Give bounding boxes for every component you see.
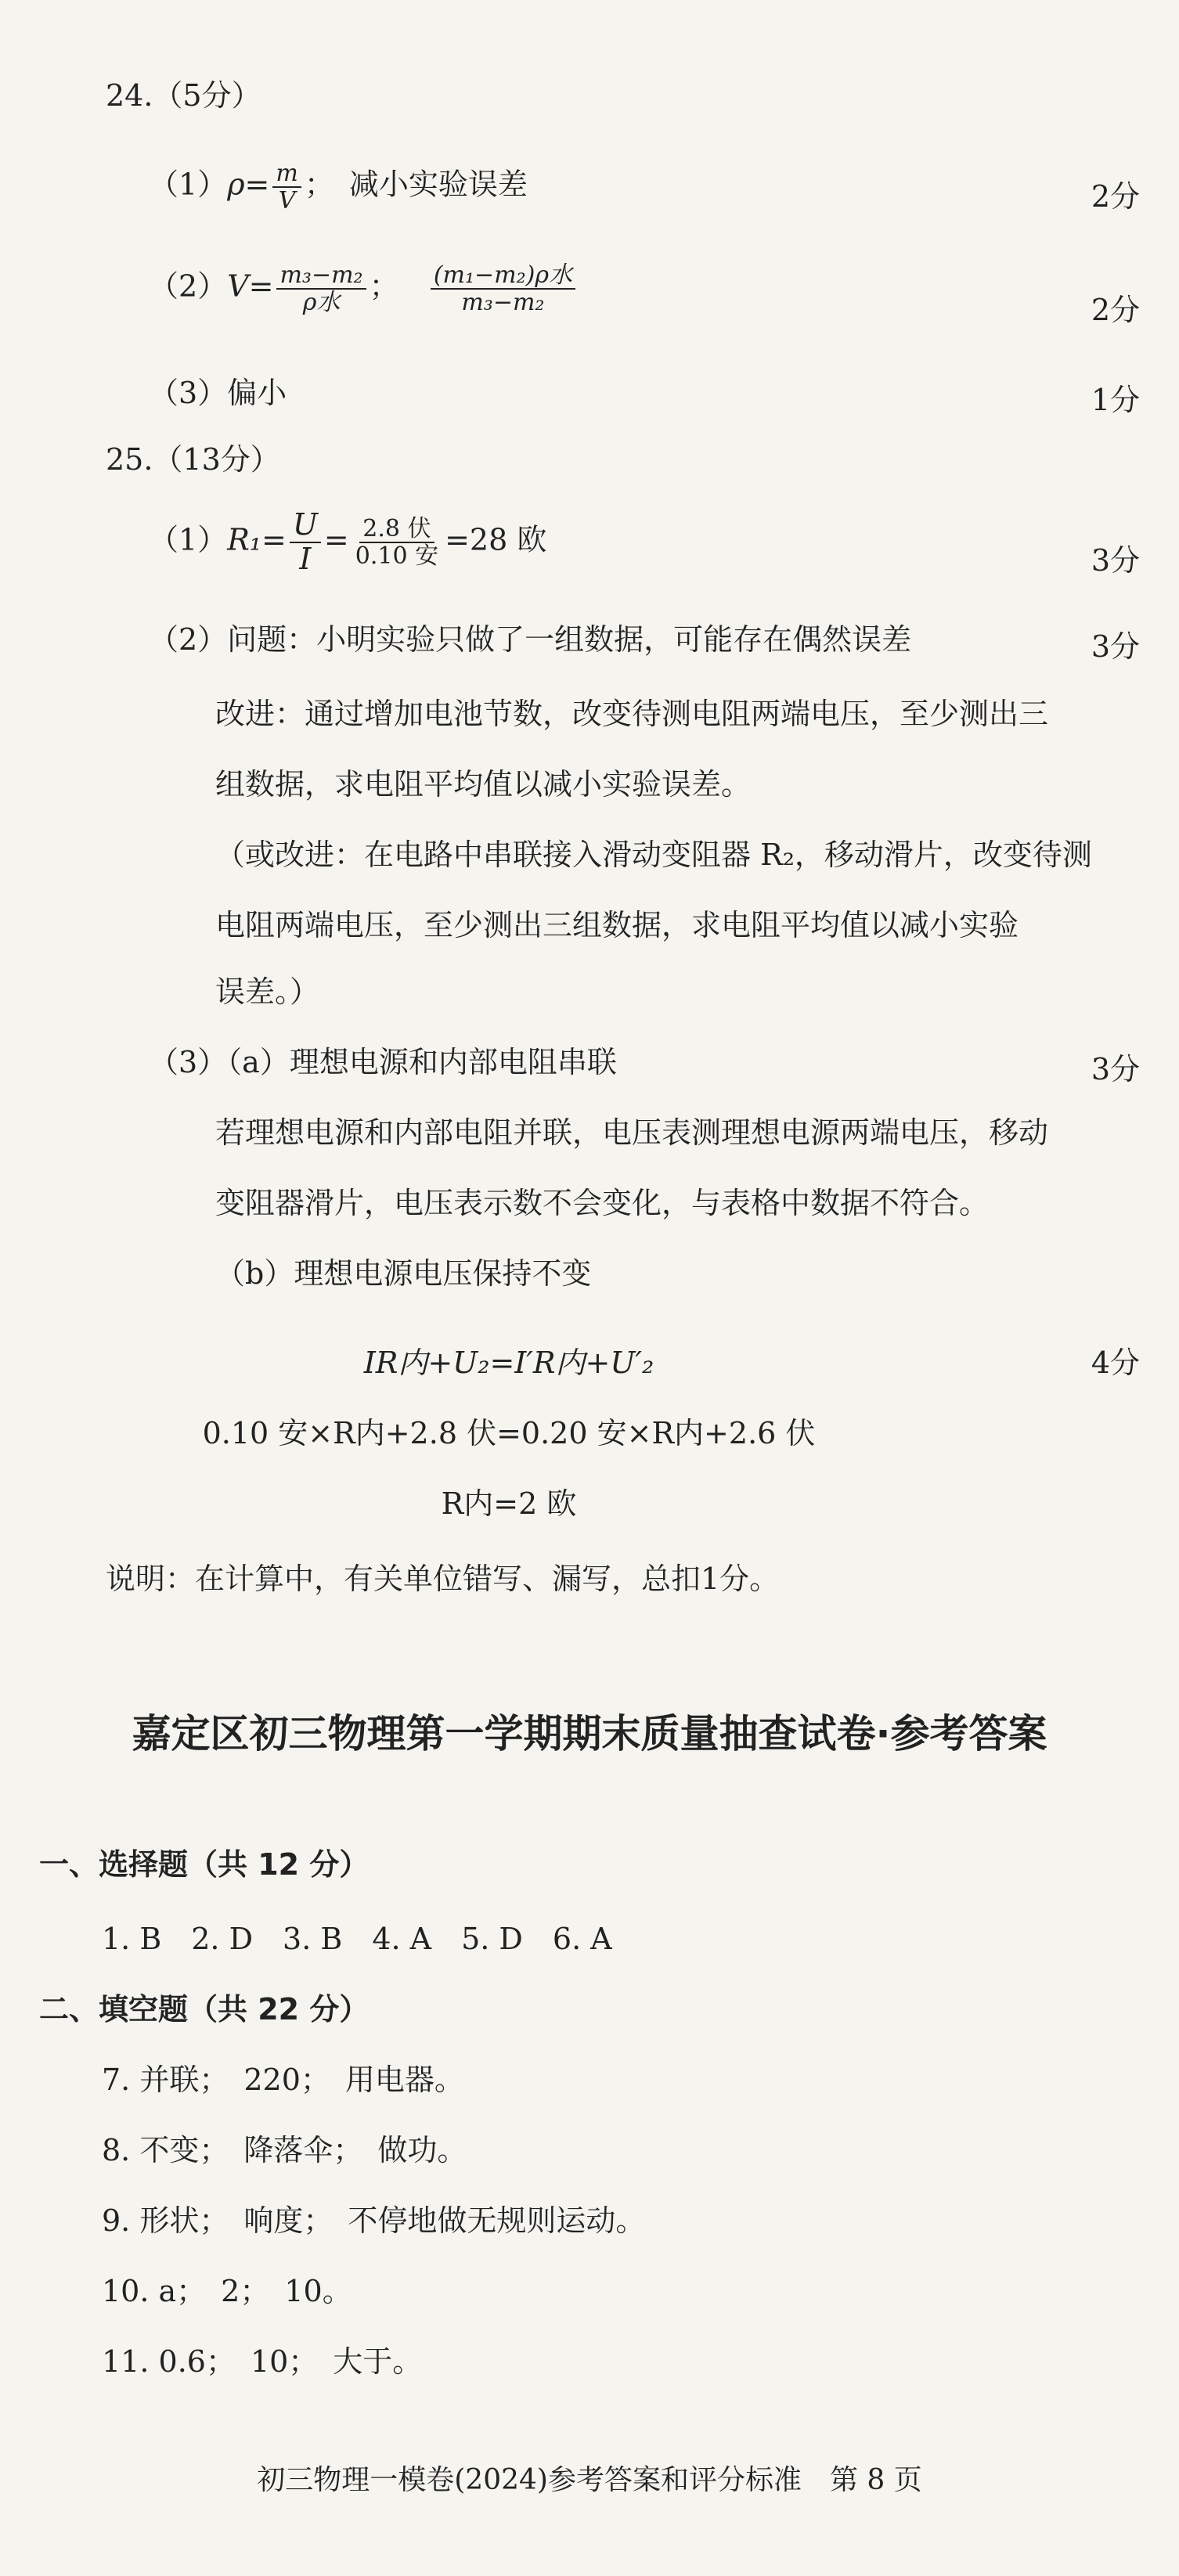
fraction-denominator: I [299, 541, 312, 576]
q24-part1 [149, 160, 528, 214]
q25-equation2: 0.10 安×R内+2.8 伏=0.20 安×R内+2.6 伏 [202, 1416, 816, 1450]
q24-p1-fraction [272, 160, 301, 214]
q24-p1-score: 2分 [1091, 179, 1140, 214]
q24-header: 24.（5分） [106, 78, 261, 113]
q25-header: 25.（13分） [106, 442, 280, 477]
q25-p1-eq: = [323, 522, 349, 557]
q24-p2b-fraction [431, 262, 575, 315]
fraction-denominator: 0.10 安 [355, 542, 439, 570]
fraction-denominator: V [278, 187, 296, 214]
q24-part3: （3）偏小 [149, 376, 287, 410]
q25-p2-improve-line1: 改进：通过增加电池节数，改变待测电阻两端电压，至少测出三 [215, 697, 1049, 731]
q24-p2-score: 2分 [1091, 293, 1140, 327]
q25-p3-reason-line2: 变阻器滑片，电压表示数不会变化，与表格中数据不符合。 [215, 1186, 990, 1220]
q24-part2 [149, 262, 579, 315]
q24-p1-lhs: ρ= [227, 167, 270, 202]
note: 说明：在计算中，有关单位错写、漏写，总扣1分。 [106, 1562, 780, 1596]
q25-p3-reason-line1: 若理想电源和内部电阻并联，电压表测理想电源两端电压，移动 [215, 1115, 1049, 1150]
q24-p2-lhs: V= [227, 268, 274, 304]
q25-p1-lhs: R₁= [227, 522, 287, 557]
fraction-numerator: m₃−m₂ [276, 262, 366, 290]
section1-answers: 1. B 2. D 3. B 4. A 5. D 6. A [102, 1922, 612, 1956]
q24-p1-label: （1） [149, 167, 228, 202]
q25-p2-score: 3分 [1091, 629, 1140, 664]
answer-q10: 10. a； 2； 10。 [102, 2274, 352, 2308]
q25-p1-label: （1） [149, 522, 228, 557]
q24-p3-score: 1分 [1091, 383, 1140, 417]
fraction-numerator: 2.8 伏 [359, 516, 434, 543]
q24-p2-label: （2） [149, 268, 228, 304]
q25-equation1: IR内+U₂=I′R内+U′₂ [363, 1346, 654, 1380]
q25-part1 [149, 509, 546, 576]
q25-eq1-score: 4分 [1091, 1346, 1140, 1380]
fraction-denominator: ρ水 [302, 289, 341, 316]
answer-q11: 11. 0.6； 10； 大于。 [102, 2344, 423, 2379]
q25-p3a-score: 3分 [1091, 1052, 1140, 1086]
q25-p1-fraction [290, 509, 321, 576]
q25-p2-alt-line1: （或改进：在电路中串联接入滑动变阻器 R₂，移动滑片，改变待测 [215, 838, 1092, 872]
answer-q9: 9. 形状； 响度； 不停地做无规则运动。 [102, 2203, 646, 2238]
fraction-numerator: m [272, 160, 301, 188]
q25-p1-tail: =28 欧 [445, 522, 547, 557]
fraction-numerator: U [290, 509, 321, 543]
q25-equation3: R内=2 欧 [441, 1486, 577, 1521]
q25-p3b: （b）理想电源电压保持不变 [215, 1256, 592, 1291]
fraction-numerator: (m₁−m₂)ρ水 [431, 262, 575, 290]
answer-q8: 8. 不变； 降落伞； 做功。 [102, 2133, 467, 2167]
q25-p2-improve-line2: 组数据，求电阻平均值以减小实验误差。 [215, 767, 752, 802]
page-title: 嘉定区初三物理第一学期期末质量抽查试卷·参考答案 [132, 1711, 1047, 1756]
section2-header: 二、填空题（共 22 分） [39, 1992, 370, 2027]
q25-p2-problem: （2）问题：小明实验只做了一组数据，可能存在偶然误差 [149, 622, 912, 657]
q24-p1-tail: ； 减小实验误差 [304, 167, 528, 202]
answer-q7: 7. 并联； 220； 用电器。 [102, 2063, 464, 2097]
q25-p1b-fraction [352, 516, 442, 569]
q24-p2-sep: ； [369, 268, 399, 304]
page-footer: 初三物理一模卷(2024)参考答案和评分标准 第 8 页 [257, 2464, 922, 2496]
section1-header: 一、选择题（共 12 分） [39, 1847, 370, 1882]
q25-p1-score: 3分 [1091, 543, 1140, 578]
q25-p3a: （3）（a）理想电源和内部电阻串联 [149, 1045, 617, 1079]
q25-p2-alt-line3: 误差。） [215, 975, 320, 1009]
fraction-denominator: m₃−m₂ [461, 289, 545, 316]
q24-p2-fraction [276, 262, 366, 315]
q25-p2-alt-line2: 电阻两端电压，至少测出三组数据，求电阻平均值以减小实验 [215, 908, 1019, 942]
